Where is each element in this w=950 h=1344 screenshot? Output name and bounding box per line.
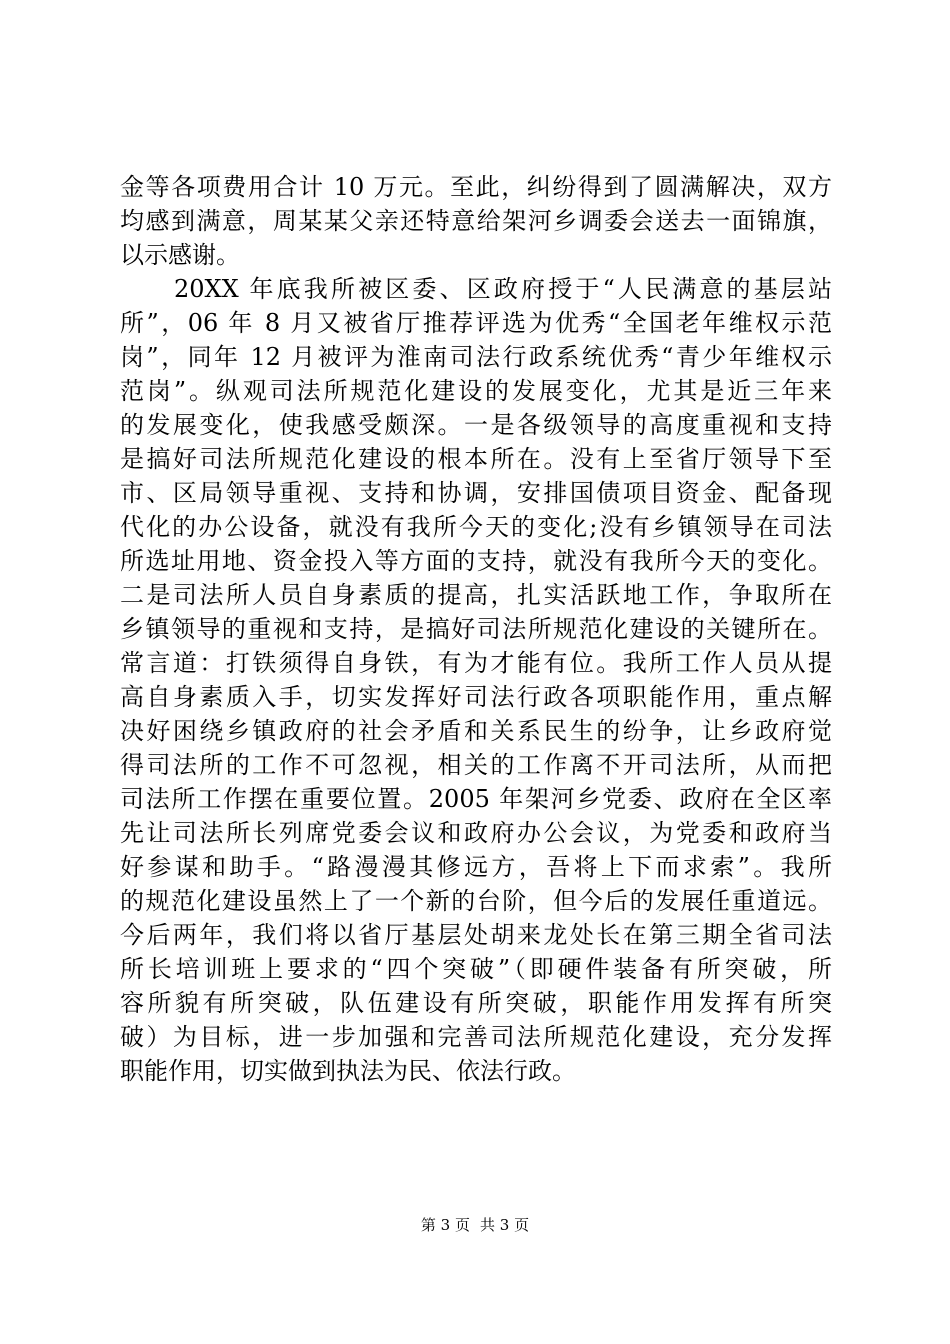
text-line: 得司法所的工作不可忽视，相关的工作离不开司法所，从而把 [120,751,832,779]
text-line: 决好困绕乡镇政府的社会矛盾和关系民生的纷争，让乡政府觉 [120,717,832,745]
text-line: 20XX 年底我所被区委、区政府授于“人民满意的基层站 [174,275,832,303]
text-line: 高自身素质入手，切实发挥好司法行政各项职能作用，重点解 [120,683,832,711]
text-line: 所长培训班上要求的“四个突破”（即硬件装备有所突破，所 [120,955,832,983]
text-line: 岗”，同年 12 月被评为淮南司法行政系统优秀“青少年维权示 [120,343,832,371]
text-line: 范岗”。纵观司法所规范化建设的发展变化，尤其是近三年来 [120,377,832,405]
text-line: 好参谋和助手。“路漫漫其修远方，吾将上下而求索”。我所 [120,853,832,881]
text-line: 的规范化建设虽然上了一个新的台阶，但今后的发展任重道远。 [120,887,832,915]
text-line: 代化的办公设备，就没有我所今天的变化;没有乡镇领导在司法 [120,513,832,541]
page-total: 共 3 页 [480,1216,530,1234]
text-line: 乡镇领导的重视和支持，是搞好司法所规范化建设的关键所在。 [120,615,832,643]
text-line: 市、区局领导重视、支持和协调，安排国债项目资金、配备现 [120,479,832,507]
text-line: 所选址用地、资金投入等方面的支持，就没有我所今天的变化。 [120,547,832,575]
text-line: 破）为目标，进一步加强和完善司法所规范化建设，充分发挥 [120,1023,832,1051]
text-line: 所”，06 年 8 月又被省厅推荐评选为优秀“全国老年维权示范 [120,309,832,337]
text-line: 均感到满意，周某某父亲还特意给架河乡调委会送去一面锦旗， [120,207,832,235]
page-footer [0,1215,950,1235]
text-line: 常言道：打铁须得自身铁，有为才能有位。我所工作人员从提 [120,649,832,677]
text-line: 金等各项费用合计 10 万元。至此，纠纷得到了圆满解决，双方 [120,173,832,201]
body-text [120,170,832,1088]
text-line: 二是司法所人员自身素质的提高，扎实活跃地工作，争取所在 [120,581,832,609]
text-line: 以示感谢。 [120,241,240,269]
text-line: 司法所工作摆在重要位置。2005 年架河乡党委、政府在全区率 [120,785,832,813]
text-line: 职能作用，切实做到执法为民、依法行政。 [120,1057,576,1085]
text-line: 容所貌有所突破，队伍建设有所突破，职能作用发挥有所突 [120,989,832,1017]
page-number: 第 3 页 [420,1216,470,1234]
text-line: 先让司法所长列席党委会议和政府办公会议，为党委和政府当 [120,819,832,847]
text-line: 今后两年，我们将以省厅基层处胡来龙处长在第三期全省司法 [120,921,832,949]
text-line: 的发展变化，使我感受颇深。一是各级领导的高度重视和支持 [120,411,832,439]
text-line: 是搞好司法所规范化建设的根本所在。没有上至省厅领导下至 [120,445,832,473]
